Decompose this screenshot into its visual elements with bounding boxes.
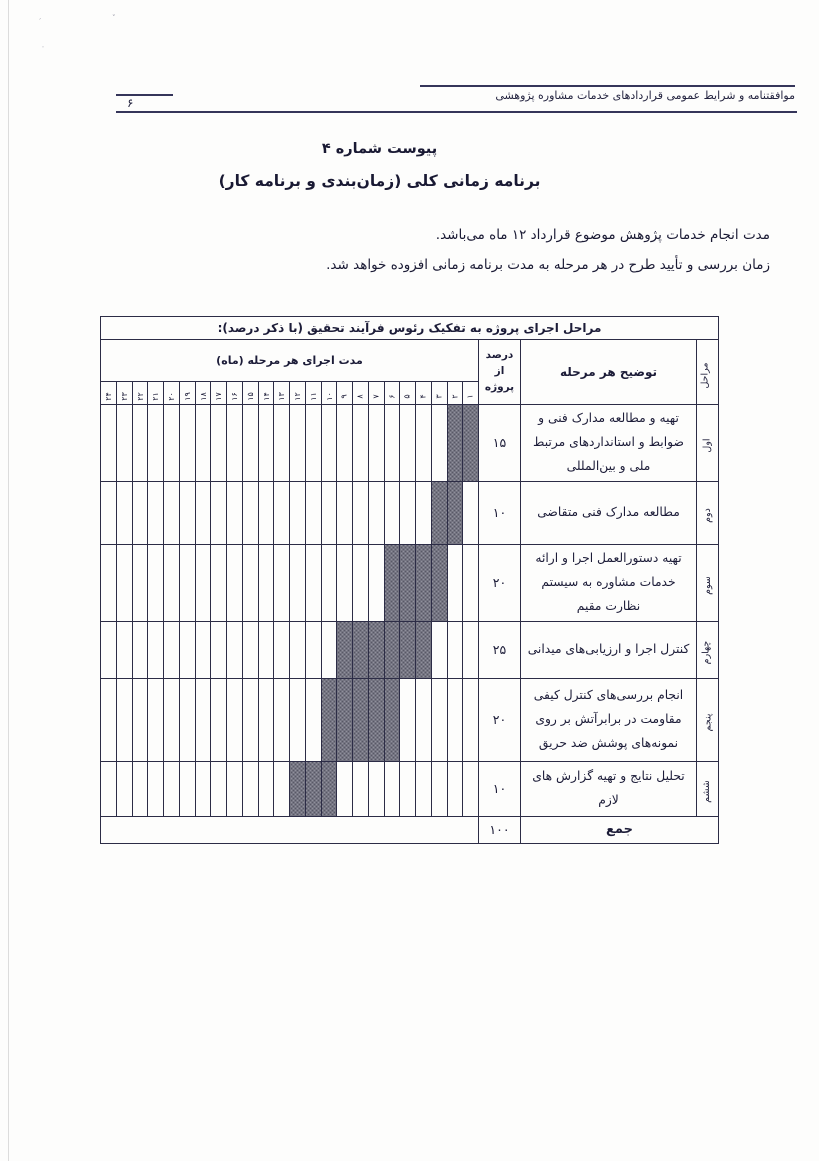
phase-cell-4-label: چهارم	[700, 641, 712, 665]
gantt-cell-r2-m11	[305, 481, 321, 544]
total-percent: ۱۰۰	[479, 816, 521, 843]
percent-cell-1: ۱۵	[479, 405, 521, 482]
gantt-cell-r2-m21	[148, 481, 164, 544]
running-title: موافقتنامه و شرایط عمومی قراردادهای خدمات مشاوره پژوهشی	[495, 89, 795, 102]
gantt-cell-r1-m24	[101, 405, 117, 482]
gantt-cell-r5-m12	[290, 678, 306, 761]
phase-cell-6-label: ششم	[701, 780, 713, 804]
month-header-cell-19	[179, 382, 195, 405]
description-cell-2: مطالعه مدارک فنی متقاضی	[521, 481, 697, 544]
gantt-cell-r6-m18	[195, 761, 211, 816]
gantt-cell-r2-m22	[132, 481, 148, 544]
gantt-cell-r3-m18	[195, 544, 211, 621]
header-rule-top	[420, 85, 795, 87]
gantt-cell-r1-m10	[321, 405, 337, 482]
schedule-table	[100, 316, 719, 844]
phase-cell-1-label: اول	[701, 438, 713, 454]
gantt-cell-r1-m1	[463, 405, 479, 482]
description-cell-1: تهیه و مطالعه مدارک فنی و ضوابط و استانداردهای مرتبط ملی و بین‌المللی	[521, 405, 697, 482]
gantt-cell-r4-m15	[242, 621, 258, 678]
gantt-cell-r5-m13	[274, 678, 290, 761]
phase-cell-5	[697, 678, 719, 761]
phase-row-3	[101, 544, 719, 621]
gantt-cell-r5-m10	[321, 678, 337, 761]
gantt-cell-r5-m5	[400, 678, 416, 761]
paragraph-review-time: زمان بررسی و تأیید طرح در هر مرحله به مدت برنامه زمانی افزوده خواهد شد.	[326, 257, 770, 273]
percent-cell-3: ۲۰	[479, 544, 521, 621]
gantt-cell-r1-m11	[305, 405, 321, 482]
gantt-cell-r1-m18	[195, 405, 211, 482]
month-header-cell-10	[321, 382, 337, 405]
month-header-cell-5	[400, 382, 416, 405]
gantt-cell-r6-m5	[400, 761, 416, 816]
gantt-cell-r5-m20	[164, 678, 180, 761]
gantt-cell-r6-m12	[290, 761, 306, 816]
gantt-cell-r1-m20	[164, 405, 180, 482]
gantt-cell-r3-m17	[211, 544, 227, 621]
gantt-cell-r5-m15	[242, 678, 258, 761]
gantt-cell-r3-m9	[337, 544, 353, 621]
gantt-cell-r6-m4	[416, 761, 432, 816]
month-header-cell-7	[368, 382, 384, 405]
gantt-cell-r4-m8	[353, 621, 369, 678]
gantt-cell-r5-m9	[337, 678, 353, 761]
gantt-cell-r4-m21	[148, 621, 164, 678]
gantt-cell-r3-m12	[290, 544, 306, 621]
gantt-cell-r6-m23	[116, 761, 132, 816]
phase-row-4	[101, 621, 719, 678]
description-cell-5: انجام بررسی‌های کنترل کیفی مقاومت در برابرآتش بر روی نمونه‌های پوشش ضد حریق	[521, 678, 697, 761]
gantt-cell-r3-m13	[274, 544, 290, 621]
gantt-cell-r3-m1	[463, 544, 479, 621]
gantt-cell-r6-m14	[258, 761, 274, 816]
month-header-cell-10-label: ۱۰	[324, 391, 334, 401]
month-header-cell-11-label: ۱۱	[308, 391, 318, 401]
table-caption: مراحل اجرای پروژه به تفکیک رئوس فرآیند تحقیق (با ذکر درصد):	[101, 317, 719, 340]
gantt-cell-r4-m24	[101, 621, 117, 678]
gantt-cell-r4-m4	[416, 621, 432, 678]
phase-cell-6	[697, 761, 719, 816]
gantt-cell-r1-m9	[337, 405, 353, 482]
gantt-cell-r6-m15	[242, 761, 258, 816]
gantt-cell-r5-m24	[101, 678, 117, 761]
gantt-cell-r2-m15	[242, 481, 258, 544]
gantt-cell-r6-m6	[384, 761, 400, 816]
gantt-cell-r4-m22	[132, 621, 148, 678]
month-header-cell-12-label: ۱۲	[292, 391, 302, 401]
gantt-cell-r6-m19	[179, 761, 195, 816]
percent-cell-6: ۱۰	[479, 761, 521, 816]
gantt-cell-r3-m3	[431, 544, 447, 621]
phase-cell-3	[697, 544, 719, 621]
gantt-cell-r2-m18	[195, 481, 211, 544]
gantt-cell-r2-m17	[211, 481, 227, 544]
gantt-cell-r4-m17	[211, 621, 227, 678]
gantt-cell-r5-m7	[368, 678, 384, 761]
phase-row-1	[101, 405, 719, 482]
gantt-cell-r2-m5	[400, 481, 416, 544]
gantt-cell-r4-m13	[274, 621, 290, 678]
gantt-cell-r5-m1	[463, 678, 479, 761]
gantt-cell-r2-m7	[368, 481, 384, 544]
month-header-cell-7-label: ۷	[371, 393, 381, 399]
gantt-cell-r1-m21	[148, 405, 164, 482]
gantt-cell-r2-m4	[416, 481, 432, 544]
gantt-cell-r3-m11	[305, 544, 321, 621]
gantt-cell-r5-m21	[148, 678, 164, 761]
month-header-cell-24-label: ۲۴	[103, 391, 113, 401]
gantt-cell-r1-m12	[290, 405, 306, 482]
gantt-cell-r2-m3	[431, 481, 447, 544]
gantt-cell-r1-m22	[132, 405, 148, 482]
gantt-cell-r6-m10	[321, 761, 337, 816]
phase-cell-4	[697, 621, 719, 678]
gantt-cell-r5-m22	[132, 678, 148, 761]
gantt-cell-r1-m17	[211, 405, 227, 482]
month-header-cell-5-label: ۵	[403, 393, 413, 399]
month-header-cell-11	[305, 382, 321, 405]
gantt-cell-r5-m23	[116, 678, 132, 761]
gantt-cell-r3-m14	[258, 544, 274, 621]
scan-speck: ˏ	[38, 12, 42, 20]
gantt-cell-r6-m3	[431, 761, 447, 816]
gantt-cell-r3-m16	[227, 544, 243, 621]
month-header-cell-17	[211, 382, 227, 405]
gantt-cell-r4-m9	[337, 621, 353, 678]
month-header-cell-2-label: ۲	[450, 393, 460, 399]
scan-speck: ˬ	[112, 8, 116, 16]
phase-cell-2-label: دوم	[701, 508, 713, 524]
gantt-cell-r1-m2	[447, 405, 463, 482]
gantt-cell-r1-m15	[242, 405, 258, 482]
gantt-cell-r2-m13	[274, 481, 290, 544]
gantt-cell-r2-m2	[447, 481, 463, 544]
month-header-cell-16-label: ۱۶	[229, 391, 239, 401]
gantt-cell-r1-m7	[368, 405, 384, 482]
gantt-cell-r2-m14	[258, 481, 274, 544]
gantt-cell-r4-m19	[179, 621, 195, 678]
month-header-cell-17-label: ۱۷	[214, 391, 224, 401]
gantt-cell-r2-m8	[353, 481, 369, 544]
gantt-cell-r4-m3	[431, 621, 447, 678]
phase-row-5	[101, 678, 719, 761]
gantt-cell-r4-m1	[463, 621, 479, 678]
month-header-cell-6-label: ۶	[387, 393, 397, 399]
gantt-cell-r3-m24	[101, 544, 117, 621]
gantt-cell-r4-m18	[195, 621, 211, 678]
gantt-cell-r2-m12	[290, 481, 306, 544]
gantt-cell-r5-m17	[211, 678, 227, 761]
month-header-cell-20	[164, 382, 180, 405]
phase-cell-5-label: پنجم	[702, 713, 713, 732]
gantt-cell-r2-m1	[463, 481, 479, 544]
month-header-cell-23	[116, 382, 132, 405]
col-header-months: مدت اجرای هر مرحله (ماه)	[101, 340, 479, 382]
percent-cell-2: ۱۰	[479, 481, 521, 544]
month-header-cell-12	[290, 382, 306, 405]
gantt-cell-r6-m2	[447, 761, 463, 816]
month-header-cell-24	[101, 382, 117, 405]
month-header-cell-2	[447, 382, 463, 405]
month-header-cell-16	[227, 382, 243, 405]
col-header-phases-label: مراحل	[699, 361, 711, 389]
month-header-cell-6	[384, 382, 400, 405]
gantt-cell-r5-m18	[195, 678, 211, 761]
month-header-cell-23-label: ۲۳	[119, 391, 129, 401]
month-header-cell-3-label: ۳	[434, 393, 444, 399]
gantt-cell-r1-m3	[431, 405, 447, 482]
gantt-cell-r3-m21	[148, 544, 164, 621]
month-header-cell-8	[353, 382, 369, 405]
gantt-cell-r1-m6	[384, 405, 400, 482]
gantt-cell-r3-m2	[447, 544, 463, 621]
phase-row-6	[101, 761, 719, 816]
description-cell-4: کنترل اجرا و ارزیابی‌های میدانی	[521, 621, 697, 678]
gantt-cell-r4-m14	[258, 621, 274, 678]
gantt-cell-r2-m9	[337, 481, 353, 544]
col-header-phases	[697, 340, 719, 405]
gantt-cell-r4-m5	[400, 621, 416, 678]
month-header-cell-3	[431, 382, 447, 405]
month-header-cell-22-label: ۲۲	[135, 391, 145, 401]
gantt-cell-r6-m21	[148, 761, 164, 816]
col-header-description: توضیح هر مرحله	[521, 340, 697, 405]
gantt-cell-r3-m22	[132, 544, 148, 621]
gantt-cell-r4-m12	[290, 621, 306, 678]
gantt-cell-r2-m23	[116, 481, 132, 544]
page-number: ۶	[127, 96, 134, 110]
month-header-cell-21-label: ۲۱	[151, 391, 161, 401]
gantt-cell-r5-m11	[305, 678, 321, 761]
phase-cell-3-label: سوم	[702, 576, 713, 596]
gantt-cell-r5-m2	[447, 678, 463, 761]
month-header-cell-14	[258, 382, 274, 405]
percent-cell-4: ۲۵	[479, 621, 521, 678]
gantt-cell-r3-m19	[179, 544, 195, 621]
month-header-cell-13-label: ۱۳	[277, 391, 287, 401]
gantt-cell-r2-m19	[179, 481, 195, 544]
month-header-cell-18-label: ۱۸	[198, 391, 208, 401]
month-header-cell-4-label: ۴	[418, 393, 428, 399]
gantt-cell-r6-m24	[101, 761, 117, 816]
gantt-cell-r3-m6	[384, 544, 400, 621]
scan-speck: ˑ	[42, 44, 45, 52]
gantt-cell-r4-m7	[368, 621, 384, 678]
month-header-cell-22	[132, 382, 148, 405]
month-header-cell-15-label: ۱۵	[245, 391, 255, 401]
month-header-cell-15	[242, 382, 258, 405]
month-header-cell-9-label: ۹	[340, 393, 350, 399]
gantt-cell-r4-m10	[321, 621, 337, 678]
gantt-cell-r3-m7	[368, 544, 384, 621]
gantt-cell-r3-m4	[416, 544, 432, 621]
gantt-cell-r6-m9	[337, 761, 353, 816]
total-label: جمع	[521, 816, 719, 843]
gantt-cell-r5-m16	[227, 678, 243, 761]
gantt-cell-r5-m3	[431, 678, 447, 761]
gantt-cell-r4-m6	[384, 621, 400, 678]
gantt-cell-r1-m23	[116, 405, 132, 482]
gantt-cell-r4-m11	[305, 621, 321, 678]
total-row	[101, 816, 719, 843]
gantt-cell-r3-m20	[164, 544, 180, 621]
gantt-cell-r1-m19	[179, 405, 195, 482]
month-header-cell-21	[148, 382, 164, 405]
gantt-cell-r1-m5	[400, 405, 416, 482]
gantt-cell-r2-m24	[101, 481, 117, 544]
month-header-cell-4	[416, 382, 432, 405]
gantt-cell-r2-m10	[321, 481, 337, 544]
gantt-cell-r1-m14	[258, 405, 274, 482]
gantt-cell-r4-m20	[164, 621, 180, 678]
gantt-cell-r2-m20	[164, 481, 180, 544]
gantt-cell-r6-m8	[353, 761, 369, 816]
gantt-cell-r5-m14	[258, 678, 274, 761]
col-header-percent: درصد از پروژه	[479, 340, 521, 405]
gantt-cell-r5-m19	[179, 678, 195, 761]
gantt-cell-r1-m13	[274, 405, 290, 482]
gantt-cell-r6-m13	[274, 761, 290, 816]
gantt-cell-r3-m15	[242, 544, 258, 621]
gantt-cell-r3-m8	[353, 544, 369, 621]
gantt-cell-r1-m16	[227, 405, 243, 482]
month-header-cell-1	[463, 382, 479, 405]
phase-cell-2	[697, 481, 719, 544]
gantt-cell-r6-m22	[132, 761, 148, 816]
description-cell-3: تهیه دستورالعمل اجرا و ارائه خدمات مشاوره به سیستم نظارت مقیم	[521, 544, 697, 621]
month-header-cell-20-label: ۲۰	[166, 391, 176, 401]
gantt-cell-r2-m6	[384, 481, 400, 544]
header-rule-bottom	[116, 111, 797, 113]
gantt-cell-r1-m4	[416, 405, 432, 482]
phase-cell-1	[697, 405, 719, 482]
gantt-cell-r3-m23	[116, 544, 132, 621]
gantt-cell-r3-m5	[400, 544, 416, 621]
month-header-cell-19-label: ۱۹	[182, 391, 192, 401]
gantt-cell-r6-m1	[463, 761, 479, 816]
month-header-cell-1-label: ۱	[466, 393, 476, 399]
gantt-cell-r5-m8	[353, 678, 369, 761]
month-header-cell-8-label: ۸	[355, 393, 365, 399]
appendix-title: پیوست شماره ۴	[321, 141, 438, 157]
header-rule-left	[116, 94, 173, 96]
percent-cell-5: ۲۰	[479, 678, 521, 761]
gantt-cell-r6-m7	[368, 761, 384, 816]
description-cell-6: تحلیل نتایج و تهیه گزارش های لازم	[521, 761, 697, 816]
gantt-cell-r4-m2	[447, 621, 463, 678]
gantt-cell-r3-m10	[321, 544, 337, 621]
gantt-cell-r5-m4	[416, 678, 432, 761]
gantt-cell-r4-m23	[116, 621, 132, 678]
total-months-empty	[101, 816, 479, 843]
month-header-cell-13	[274, 382, 290, 405]
month-header-cell-9	[337, 382, 353, 405]
schedule-title: برنامه زمانی کلی (زمان‌بندی و برنامه کار)	[218, 172, 541, 190]
paragraph-duration: مدت انجام خدمات پژوهش موضوع قرارداد ۱۲ ماه می‌باشد.	[435, 227, 770, 243]
gantt-cell-r6-m17	[211, 761, 227, 816]
gantt-cell-r6-m11	[305, 761, 321, 816]
gantt-cell-r6-m20	[164, 761, 180, 816]
gantt-cell-r1-m8	[353, 405, 369, 482]
phase-row-2	[101, 481, 719, 544]
gantt-cell-r5-m6	[384, 678, 400, 761]
month-header-cell-18	[195, 382, 211, 405]
gantt-cell-r6-m16	[227, 761, 243, 816]
month-header-cell-14-label: ۱۴	[261, 391, 271, 401]
schedule-table-container	[100, 316, 719, 844]
gantt-cell-r2-m16	[227, 481, 243, 544]
gantt-cell-r4-m16	[227, 621, 243, 678]
